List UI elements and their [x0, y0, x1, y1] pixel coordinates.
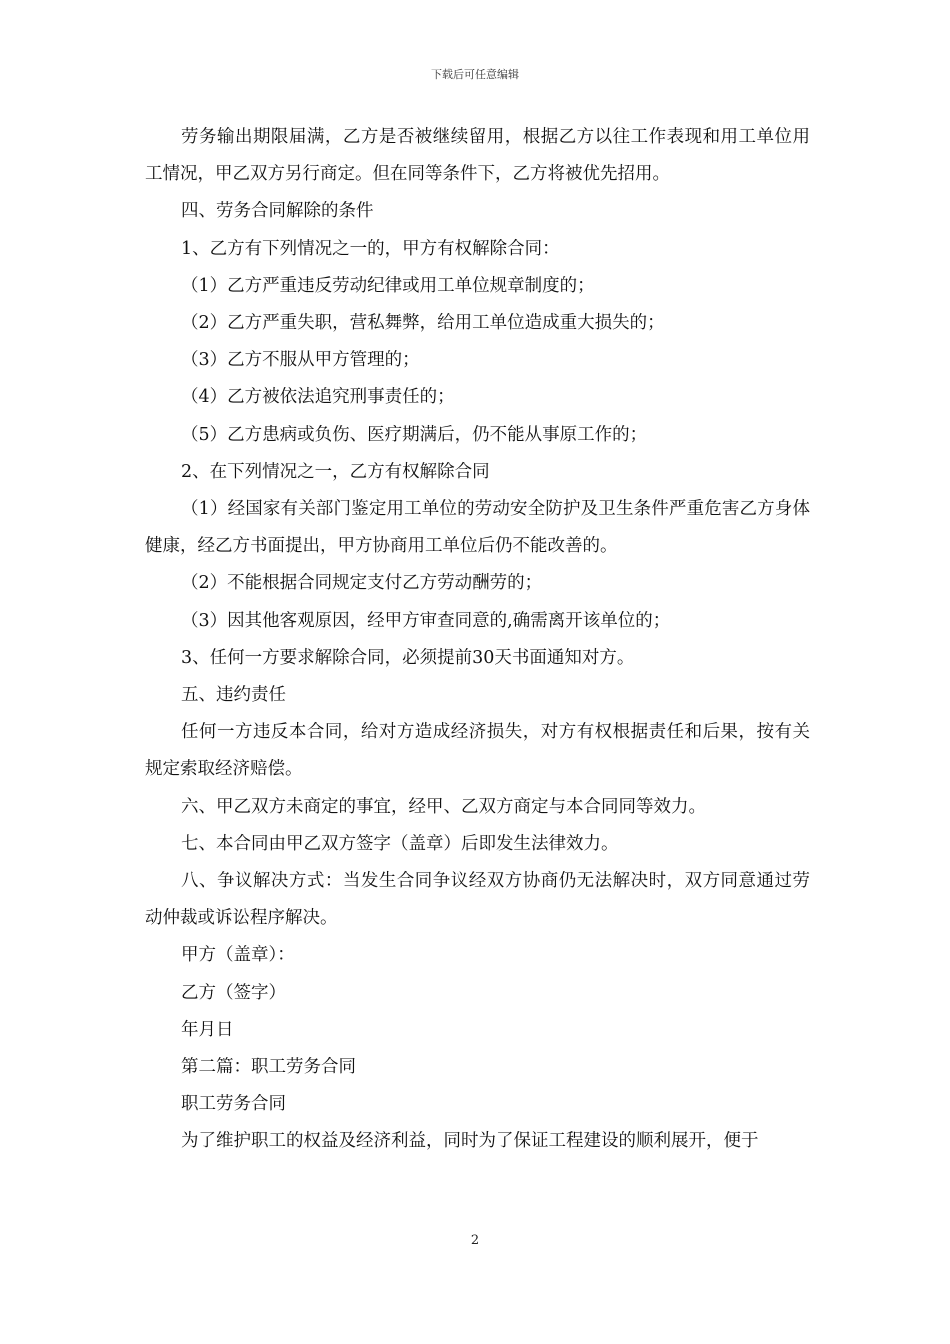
- paragraph: 八、争议解决方式：当发生合同争议经双方协商仍无法解决时，双方同意通过劳动仲裁或诉讼程序解决。: [145, 871, 810, 929]
- paragraph: 1、乙方有下列情况之一的，甲方有权解除合同：: [181, 238, 560, 259]
- section-heading: 五、违约责任: [181, 685, 286, 706]
- list-item: （2）乙方严重失职，营私舞弊，给用工单位造成重大损失的；: [181, 313, 665, 334]
- list-item: （3）乙方不服从甲方管理的；: [181, 350, 420, 371]
- paragraph: 六、甲乙双方未商定的事宜，经甲、乙双方商定与本合同同等效力。: [181, 796, 706, 817]
- paragraph: 2、在下列情况之一，乙方有权解除合同: [181, 461, 490, 482]
- section-heading: 四、劳务合同解除的条件: [181, 201, 374, 222]
- document-body: [145, 119, 810, 1161]
- paragraph: 为了维护职工的权益及经济利益，同时为了保证工程建设的顺利展开，便于: [181, 1131, 759, 1152]
- paragraph: 任何一方违反本合同，给对方造成经济损失，对方有权根据责任和后果，按有关规定索取经济赔偿。: [145, 722, 810, 780]
- signature-date: 年月日: [181, 1019, 234, 1040]
- paragraph: 劳务输出期限届满，乙方是否被继续留用，根据乙方以往工作表现和用工单位用工情况，甲乙双方另行商定。但在同等条件下，乙方将被优先招用。: [145, 127, 810, 185]
- signature-party-b: 乙方（签字）: [181, 982, 286, 1003]
- document-title: 职工劳务合同: [181, 1094, 286, 1115]
- list-item: （4）乙方被依法追究刑事责任的；: [181, 387, 455, 408]
- page-header: 下载后可任意编辑: [431, 68, 519, 81]
- page-number: 2: [470, 1233, 480, 1248]
- paragraph: 七、本合同由甲乙双方签字（盖章）后即发生法律效力。: [181, 833, 619, 854]
- list-item: （5）乙方患病或负伤、医疗期满后，仍不能从事原工作的；: [181, 424, 648, 445]
- list-item: （3）因其他客观原因，经甲方审查同意的,确需离开该单位的；: [181, 610, 671, 631]
- list-item: （2）不能根据合同规定支付乙方劳动酬劳的；: [181, 573, 543, 594]
- list-item: （1）经国家有关部门鉴定用工单位的劳动安全防护及卫生条件严重危害乙方身体健康，经乙方书面提出，甲方协商用工单位后仍不能改善的。: [145, 499, 810, 557]
- paragraph: 3、任何一方要求解除合同，必须提前30天书面通知对方。: [181, 647, 635, 668]
- list-item: （1）乙方严重违反劳动纪律或用工单位规章制度的；: [181, 275, 595, 296]
- chapter-heading: 第二篇：职工劳务合同: [181, 1057, 356, 1078]
- signature-party-a: 甲方（盖章）：: [181, 945, 295, 966]
